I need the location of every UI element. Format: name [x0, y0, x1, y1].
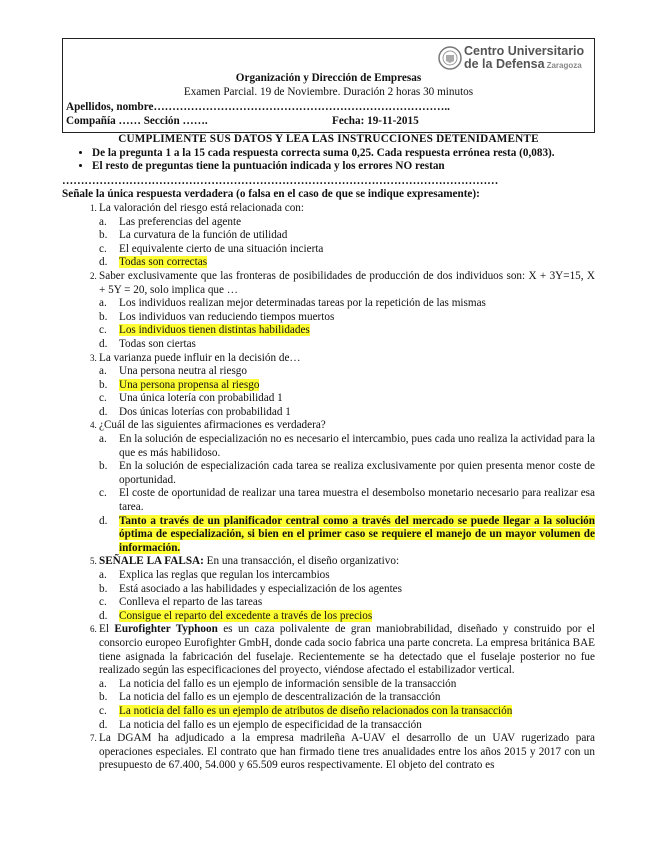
option-text-highlighted: La noticia del fallo es un ejemplo de atributos de diseño relacionados con la transacción: [119, 704, 513, 717]
option-letter: b.: [99, 582, 108, 595]
question-4: [99, 419, 595, 555]
option: [99, 460, 595, 487]
options-list: [99, 433, 595, 555]
option-highlighted: [99, 704, 595, 719]
option-text: La noticia del fallo es un ejemplo de descentralización de la transacción: [119, 691, 441, 704]
question-text: La varianza puede influir en la decisión de…: [99, 351, 301, 364]
option: [99, 487, 595, 514]
option-text: Los individuos realizan mejor determinadas tareas por la repetición de las mismas: [119, 297, 486, 310]
option-text: La noticia del fallo es un ejemplo de especificidad de la transacción: [119, 718, 422, 731]
question-3: [99, 352, 595, 420]
option-letter: b.: [99, 691, 108, 704]
date-field: Fecha: 19-11-2015: [332, 115, 419, 127]
option-text: Una persona neutra al riesgo: [119, 365, 247, 378]
logo-line2-text: de la Defensa: [464, 57, 545, 71]
option-letter: a.: [99, 433, 107, 446]
option: [99, 310, 595, 325]
option-text-highlighted: Tanto a través de un planificador central como a través del mercado se puede llegar a la solución óptima de especialización, si bien en el primer caso se requiere el manejo de un mayor volumen de información.: [119, 514, 595, 554]
option-text: Los individuos van reduciendo tiempos muertos: [119, 310, 335, 323]
option-letter: b.: [99, 460, 108, 473]
option-highlighted: [99, 514, 595, 556]
option-letter: c.: [99, 596, 107, 609]
option-letter: b.: [99, 229, 108, 242]
exam-info: Examen Parcial. 19 de Noviembre. Duración 2 horas 30 minutos: [183, 86, 474, 98]
option-letter: c.: [99, 392, 107, 405]
university-emblem-icon: [438, 46, 462, 70]
option: [99, 433, 595, 460]
logo-line3: Zaragoza: [546, 61, 582, 70]
options-list: [99, 297, 595, 351]
question-5: [99, 555, 595, 623]
option: [99, 365, 595, 379]
option-text: El equivalente cierto de una situación incierta: [119, 242, 324, 255]
company-field: Compañía …… Sección …….: [66, 115, 208, 127]
option-text: La curvatura de la función de utilidad: [119, 229, 288, 242]
option-letter: c.: [99, 324, 107, 337]
option-letter: a.: [99, 677, 107, 690]
option: [99, 677, 595, 692]
question-bold-term: Eurofighter Typhoon: [114, 623, 218, 636]
question-6: [99, 623, 595, 732]
option-text: Todas son ciertas: [119, 337, 196, 350]
option-highlighted: [99, 324, 595, 338]
option: [99, 405, 595, 420]
option: [99, 596, 595, 610]
option-text: Conlleva el reparto de las tareas: [119, 596, 263, 609]
option: [99, 691, 595, 705]
option-letter: b.: [99, 378, 108, 391]
option-letter: c.: [99, 487, 107, 500]
options-list: [99, 365, 595, 419]
option-text-highlighted: Todas son correctas: [119, 256, 208, 269]
exam-page: [62, 38, 595, 773]
option-letter: a.: [99, 297, 107, 310]
option-highlighted: [99, 609, 595, 624]
question-7: [99, 732, 595, 773]
question-text: es un caza polivalente de gran maniobrabilidad, diseñado y construido por el consorcio europeo Eurofighter GmbH, donde cada socio fabrica una parte concreta. La empresa británica BAE tiene asignada la fabricación del fuselaje. Recientemente se ha detectado que el fuselaje posterior no fue realizado según las especificaciones del proyecto, viéndose afectado el estabilizador vertical.: [99, 623, 595, 677]
instruction-item: • De la pregunta 1 a la 15 cada respuesta correcta suma 0,25. Cada respuesta errónea resta (0,083).: [92, 147, 595, 161]
separator-dots: ………………………………………………………………………………………………………: [62, 174, 499, 187]
option-text-highlighted: Consigue el reparto del excedente a través de los precios: [119, 609, 373, 622]
option-text-highlighted: Una persona propensa al riesgo: [119, 378, 260, 391]
options-list: [99, 569, 595, 623]
option: [99, 242, 595, 257]
section-title: Señale la única respuesta verdadera (o falsa en el caso de que se indique expresamente):: [62, 188, 480, 201]
option-letter: b.: [99, 310, 108, 323]
question-text: La valoración del riesgo está relacionada con:: [99, 201, 305, 214]
question-2: [99, 270, 595, 352]
option-letter: d.: [99, 405, 108, 418]
option: [99, 297, 595, 311]
question-text: Saber exclusivamente que las fronteras de posibilidades de producción de dos individuos son: X + 3Y=15, X + 5Y = 20, solo implica que …: [99, 269, 595, 296]
exam-header: [62, 38, 595, 133]
question-text: ¿Cuál de las siguientes afirmaciones es verdadera?: [99, 419, 326, 432]
instructions-title: CUMPLIMENTE SUS DATOS Y LEA LAS INSTRUCCIONES DETENIDAMENTE: [118, 133, 539, 145]
option: [99, 718, 595, 733]
option-text: En la solución de especialización cada tarea se realiza exclusivamente por quien presenta menor coste de oportunidad.: [119, 460, 595, 486]
name-field: Apellidos, nombre……………………………………………………………………..: [66, 101, 450, 113]
option-text: Está asociado a las habilidades y especialización de los agentes: [119, 582, 402, 595]
option: [99, 582, 595, 597]
option: [99, 229, 595, 243]
questions-list: [62, 202, 595, 773]
subject-title: Organización y Dirección de Empresas: [235, 72, 422, 84]
instructions-list: [62, 147, 595, 174]
option-text: En la solución de especialización no es necesario el intercambio, pues cada uno realiza la actividad para la que es más habilidoso.: [119, 433, 595, 459]
question-text-before: El: [99, 623, 115, 636]
option-letter: d.: [99, 337, 108, 350]
option: [99, 569, 595, 583]
option-text: Una única lotería con probabilidad 1: [119, 392, 283, 405]
question-text: En una transacción, el diseño organizativo:: [203, 555, 400, 568]
option-text: El coste de oportunidad de realizar una tarea muestra el desembolso monetario necesario para realizar esa tarea.: [119, 487, 595, 514]
option: [99, 215, 595, 230]
option-letter: a.: [99, 569, 107, 581]
instruction-item: • El resto de preguntas tiene la puntuación indicada y los errores NO restan: [92, 160, 595, 174]
option-letter: a.: [99, 215, 107, 228]
option-letter: d.: [99, 514, 108, 527]
options-list: [99, 216, 595, 270]
option-text: La noticia del fallo es un ejemplo de información sensible de la transacción: [119, 677, 457, 690]
logo-line2: [464, 58, 582, 72]
option-letter: d.: [99, 256, 108, 269]
question-prefix: SEÑALE LA FALSA:: [99, 555, 204, 568]
option-letter: c.: [99, 242, 107, 255]
option-text: Explica las reglas que regulan los intercambios: [119, 569, 330, 581]
option-letter: c.: [99, 704, 107, 717]
options-list: [99, 678, 595, 732]
option-text-highlighted: Los individuos tienen distintas habilidades: [119, 324, 310, 337]
option-letter: d.: [99, 718, 108, 731]
option: [99, 392, 595, 406]
logo-line1: Centro Universitario: [464, 44, 585, 58]
option-highlighted: [99, 378, 595, 393]
option-letter: a.: [99, 365, 107, 378]
option-highlighted: [99, 256, 595, 270]
option-text: Dos únicas loterías con probabilidad 1: [119, 405, 291, 418]
question-1: [99, 202, 595, 270]
option: [99, 337, 595, 352]
company-field-line: [66, 115, 419, 129]
university-logo: [438, 45, 588, 73]
option-letter: d.: [99, 609, 108, 622]
option-text: Las preferencias del agente: [119, 215, 242, 228]
question-text: La DGAM ha adjudicado a la empresa madrileña A-UAV el desarrollo de un UAV rugerizado para operaciones especiales. El contrato que han firmado tiene tres anualidades entre los años 2015 y 2017 con un presupuesto de 67.400, 54.000 y 65.509 euros respectivamente. El objeto del contrato es: [99, 732, 595, 772]
